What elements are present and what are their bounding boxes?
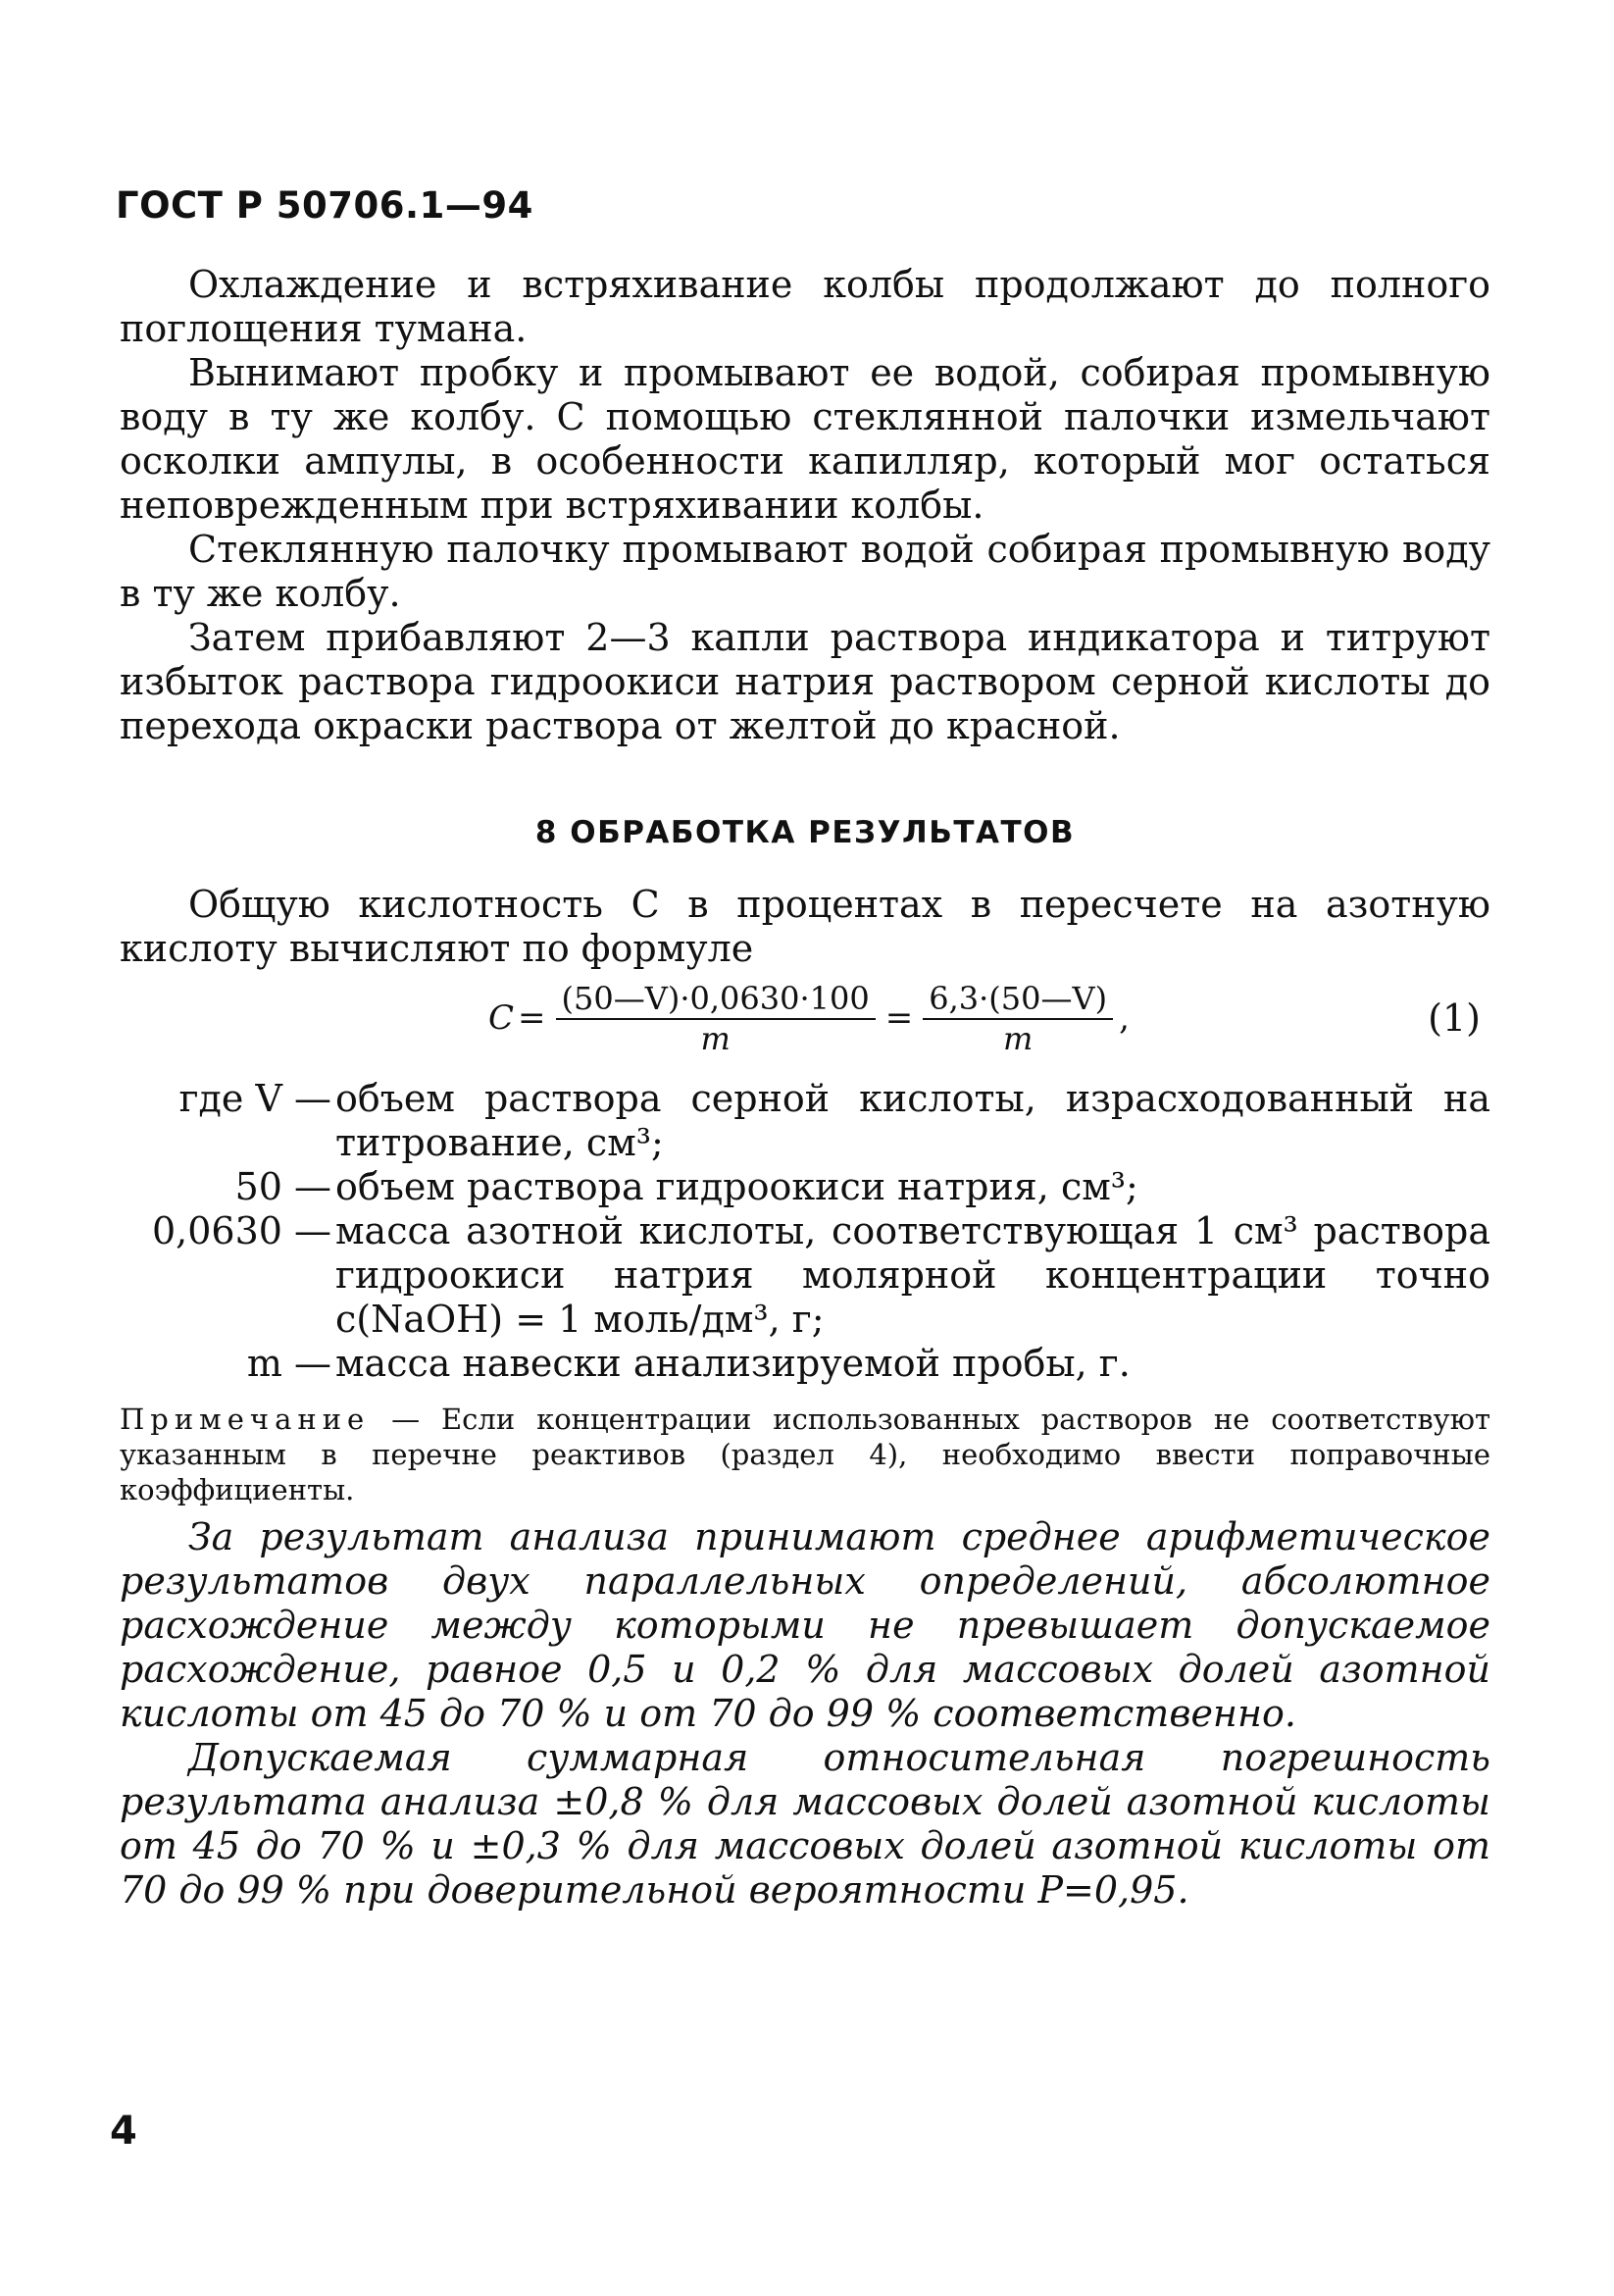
note xyxy=(120,1402,1490,1507)
definition-symbol: m — xyxy=(246,1342,331,1385)
definition-symbol: 50 — xyxy=(234,1165,331,1208)
definitions-list xyxy=(120,1077,1490,1386)
document-header: ГОСТ Р 50706.1—94 xyxy=(116,184,533,227)
formula-comma: , xyxy=(1119,997,1130,1038)
paragraph: Вынимают пробку и промывают ее водой, собирая промывную воду в ту же колбу. С помощью стеклянной палочки измельчают осколки ампулы, в особенности капилляр, который мог остаться неповрежденным при встряхивании колбы. xyxy=(120,351,1490,527)
document-body xyxy=(120,263,1490,1913)
fraction-1-numerator: (50—V)·0,0630·100 xyxy=(556,981,876,1020)
note-label: Примечание xyxy=(120,1403,371,1436)
fraction-2-numerator: 6,3·(50—V) xyxy=(923,981,1113,1020)
fraction-1-denominator: m xyxy=(700,1020,731,1057)
paragraph: Стеклянную палочку промывают водой собирая промывную воду в ту же колбу. xyxy=(120,528,1490,615)
definition-symbol: где V — xyxy=(178,1077,331,1120)
definition-text: объем раствора серной кислоты, израсходованный на титрование, см³; xyxy=(335,1077,1490,1164)
definition-text: объем раствора гидроокиси натрия, см³; xyxy=(335,1165,1138,1208)
fraction-2 xyxy=(923,981,1113,1055)
fraction-2-denominator: m xyxy=(1002,1020,1034,1057)
definition-item xyxy=(120,1165,1490,1209)
formula xyxy=(488,981,1130,1055)
formula-intro: Общую кислотность C в процентах в пересчете на азотную кислоту вычисляют по формуле xyxy=(120,883,1490,970)
definition-item xyxy=(120,1209,1490,1342)
formula-lhs: C xyxy=(488,997,515,1038)
formula-equals: = xyxy=(518,997,546,1038)
definition-text: масса азотной кислоты, соответствующая 1 см³ раствора гидроокиси натрия молярной концентрации точно c(NaOH) = 1 моль/дм³, г; xyxy=(335,1209,1490,1341)
formula-row xyxy=(120,975,1490,1069)
definition-item xyxy=(120,1342,1490,1386)
formula-number: (1) xyxy=(1428,996,1481,1040)
formula-equals-2: = xyxy=(884,997,914,1038)
section-heading: 8 ОБРАБОТКА РЕЗУЛЬТАТОВ xyxy=(534,815,1076,850)
paragraph: Охлаждение и встряхивание колбы продолжают до полного поглощения тумана. xyxy=(120,263,1490,350)
paragraph: Затем прибавляют 2—3 капли раствора индикатора и титруют избыток раствора гидроокиси натрия раствором серной кислоты до перехода окраски раствора от желтой до красной. xyxy=(120,616,1490,747)
note-text: — Если концентрации использованных растворов не соответствуют указанным в перечне реактивов (раздел 4), необходимо ввести поправочные коэффициенты. xyxy=(120,1403,1490,1506)
italic-paragraph: За результат анализа принимают среднее арифметическое результатов двух параллельных определений, абсолютное расхождение между которыми не превышает допускаемое расхождение, равное 0,5 и 0,2 % для массовых долей азотной кислоты от 45 до 70 % и от 70 до 99 % соответственно. xyxy=(120,1515,1490,1735)
italic-paragraph: Допускаемая суммарная относительная погрешность результата анализа ±0,8 % для массовых долей азотной кислоты от 45 до 70 % и ±0,3 % для массовых долей азотной кислоты от 70 до 99 % при доверительной вероятности P=0,95. xyxy=(120,1736,1490,1912)
definition-text: масса навески анализируемой пробы, г. xyxy=(335,1342,1131,1385)
definition-item xyxy=(120,1077,1490,1165)
page-number: 4 xyxy=(110,2109,137,2154)
fraction-1 xyxy=(556,981,876,1055)
definition-symbol: 0,0630 — xyxy=(151,1209,331,1252)
